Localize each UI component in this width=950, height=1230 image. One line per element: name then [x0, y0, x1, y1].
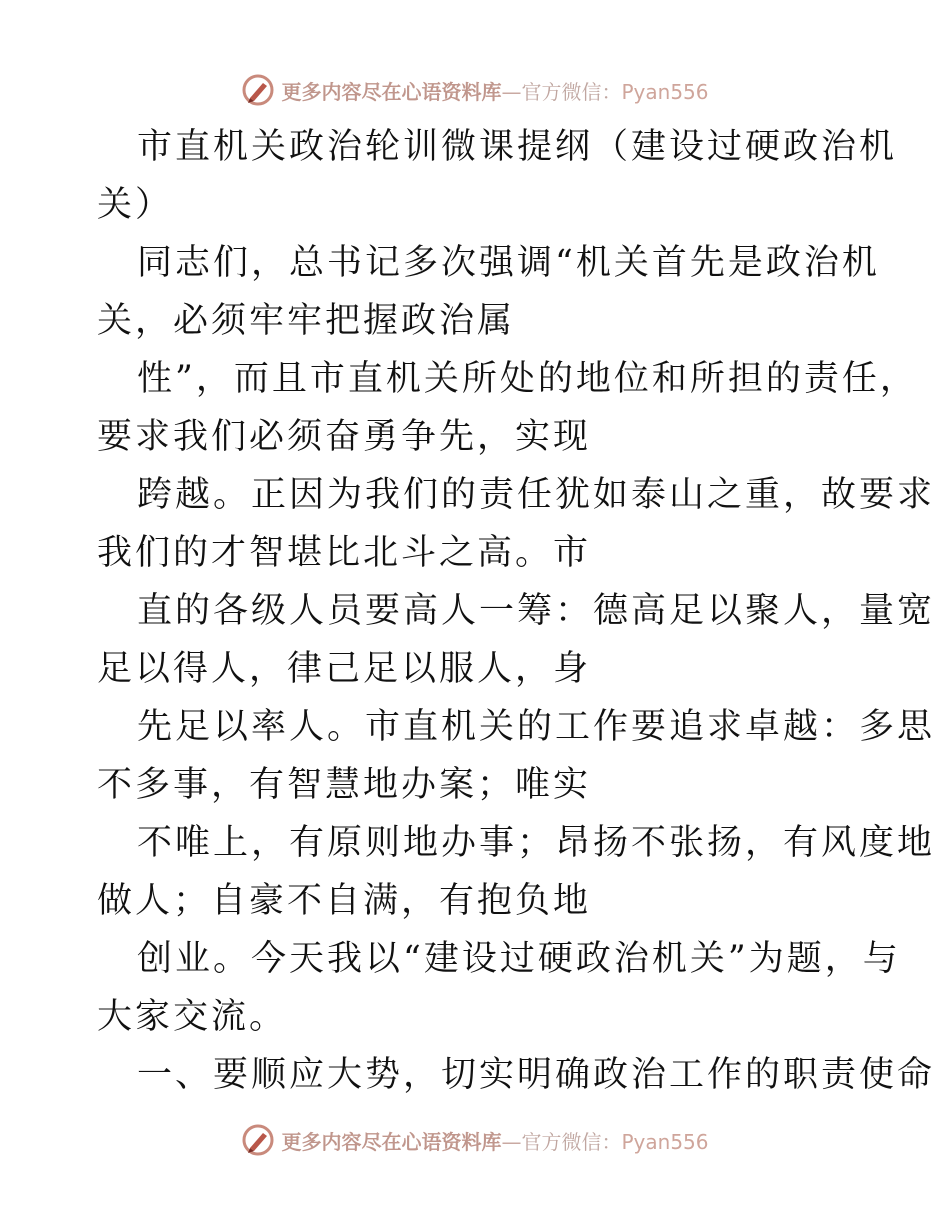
watermark-separator: — — [501, 1129, 522, 1154]
paragraph-line: 跨越。正因为我们的责任犹如泰山之重，故要求 — [137, 475, 936, 515]
watermark-sub: 官方微信： — [521, 79, 622, 104]
paragraph-line: 先足以率人。市直机关的工作要追求卓越：多思 — [137, 707, 936, 747]
watermark-main: 更多内容尽在心语资料库 — [281, 1129, 502, 1154]
paragraph-line: 不多事，有智慧地办案；唯实 — [97, 765, 592, 805]
paragraph-line: 同志们，总书记多次强调“机关首先是政治机 — [137, 243, 880, 283]
watermark-text — [281, 76, 708, 105]
paragraph-line: 性”，而且市直机关所处的地位和所担的责任， — [137, 359, 918, 399]
watermark-id: Pyan556 — [621, 79, 709, 104]
section-heading: 一、要顺应大势，切实明确政治工作的职责使命 — [137, 1055, 936, 1095]
pen-logo-icon — [241, 1123, 275, 1157]
paragraph-line: 创业。今天我以“建设过硬政治机关”为题，与 — [137, 939, 901, 979]
paragraph-line: 做人；自豪不自满，有抱负地 — [97, 881, 592, 921]
paragraph-line: 要求我们必须奋勇争先，实现 — [97, 417, 592, 457]
paragraph-line: 我们的才智堪比北斗之高。市 — [97, 533, 592, 573]
watermark-header — [0, 70, 950, 110]
title-line-2: 关） — [97, 185, 174, 225]
paragraph-line: 直的各级人员要高人一筹：德高足以聚人，量宽 — [137, 591, 936, 631]
title-line-1: 市直机关政治轮训微课提纲（建设过硬政治机 — [137, 127, 898, 167]
watermark-footer — [0, 1120, 950, 1160]
watermark-sub: 官方微信： — [521, 1129, 622, 1154]
paragraph-line: 大家交流。 — [97, 997, 288, 1037]
paragraph-line: 足以得人，律己足以服人，身 — [97, 649, 592, 689]
pen-logo-icon — [241, 73, 275, 107]
paragraph-line: 不唯上，有原则地办事；昂扬不张扬，有风度地 — [137, 823, 936, 863]
document-body — [97, 118, 936, 1104]
watermark-separator: — — [501, 79, 522, 104]
paragraph-line: 关，必须牢牢把握政治属 — [97, 301, 516, 341]
watermark-text — [281, 1126, 708, 1155]
watermark-id: Pyan556 — [621, 1129, 709, 1154]
watermark-main: 更多内容尽在心语资料库 — [281, 79, 502, 104]
